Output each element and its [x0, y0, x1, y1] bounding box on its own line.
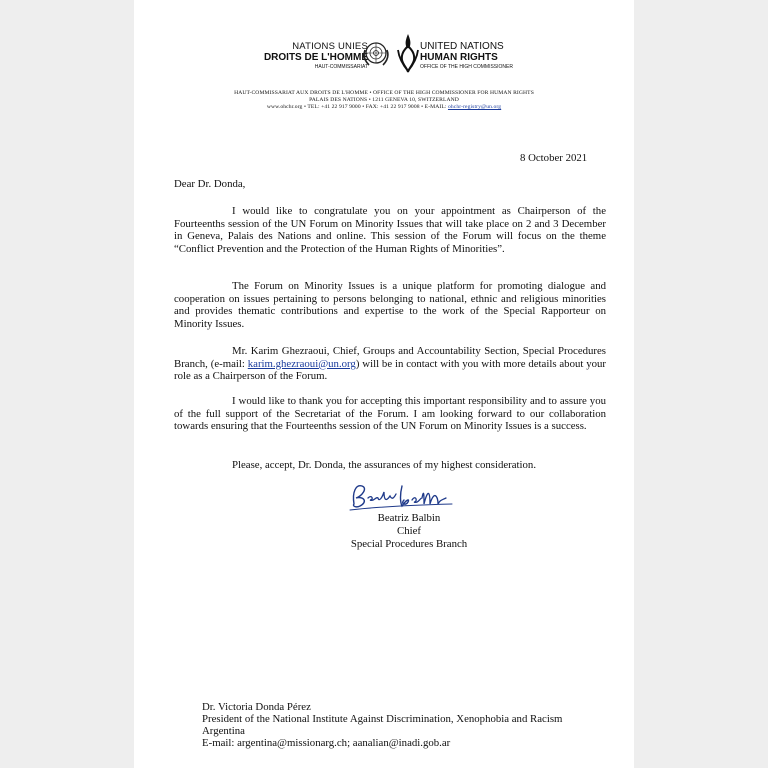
- letter-date: 8 October 2021: [520, 152, 588, 164]
- paragraph-contact: [174, 345, 606, 383]
- letterhead-left-line1: NATIONS UNIES: [292, 41, 368, 52]
- letterhead-right-line2: HUMAN RIGHTS: [420, 52, 498, 63]
- signer-name: Beatriz Balbin: [377, 512, 441, 524]
- letterhead-address-line3: [174, 104, 594, 111]
- recipient-position: President of the National Institute Against Discrimination, Xenophobia and Racism: [202, 713, 563, 725]
- paragraph-congratulations: I would like to congratulate you on your appointment as Chairperson of the Fourteenths session of the UN Forum on Minority Issues that will take place on 2 and 3 December in Geneva, Palais des Nations and online. This session of the Forum will focus on the theme “Conflict Prevention and the Protection of the Human Rights of Minorities”.: [174, 205, 606, 255]
- letterhead-right-line3: OFFICE OF THE HIGH COMMISSIONER: [420, 64, 513, 70]
- letterhead-left-line3: HAUT-COMMISSARIAT: [314, 63, 368, 70]
- letterhead-right-logo: [420, 42, 530, 70]
- letterhead-address-line1: HAUT-COMMISSARIAT AUX DROITS DE L'HOMME • OFFICE OF THE HIGH COMMISSIONER FOR HUMAN RIGHTS: [234, 90, 534, 96]
- handwritten-signature: [346, 478, 456, 512]
- letterhead-right-line1: UNITED NATIONS: [420, 41, 504, 52]
- letterhead-address-line2: PALAIS DES NATIONS • 1211 GENEVA 10, SWITZERLAND: [309, 97, 459, 103]
- recipient-email: E-mail: argentina@missionarg.ch; aanalian@inadi.gob.ar: [202, 737, 451, 749]
- letterhead-left-logo: [262, 42, 368, 70]
- paragraph-forum-description: The Forum on Minority Issues is a unique platform for promoting dialogue and cooperation on issues pertaining to persons belonging to national, ethnic and religious minorities and provides thematic contributions and expertise to the work of the Special Rapporteur on Minority Issues.: [174, 280, 606, 330]
- letterhead-contact-text: www.ohchr.org • TEL: +41 22 917 9000 • FAX: +41 22 917 9008 • E-MAIL:: [266, 104, 448, 110]
- paragraph-contact-text-before: Mr. Karim Ghezraoui, Chief, Groups and Accountability Section, Special Procedures Branch, (e-mail:: [174, 345, 606, 370]
- recipient-name: Dr. Victoria Donda Pérez: [202, 701, 311, 713]
- signer-unit: Special Procedures Branch: [350, 538, 468, 550]
- contact-email-link[interactable]: karim.ghezraoui@un.org: [247, 357, 356, 370]
- human-rights-emblem-icon: [395, 32, 421, 74]
- recipient-country: Argentina: [202, 725, 245, 737]
- closing-line: Please, accept, Dr. Donda, the assurances of my highest consideration.: [232, 459, 537, 471]
- letter-page: [134, 0, 634, 768]
- paragraph-contact-text-after: ) will be in contact with you with more details about your role as a Chairperson of the Forum.: [174, 357, 607, 383]
- paragraph-thanks: I would like to thank you for accepting this important responsibility and to assure you of the full support of the Secretariat of the Forum. I am looking forward to our collaboration towards ensuring that the Fourteenths session of the UN Forum on Minority Issues is a success.: [174, 395, 606, 433]
- signer-title: Chief: [397, 525, 421, 537]
- un-emblem-icon: [361, 38, 391, 68]
- letterhead-email-link[interactable]: ohchr-registry@un.org: [448, 104, 502, 110]
- letterhead-left-line2: DROITS DE L'HOMME: [263, 51, 368, 63]
- salutation: Dear Dr. Donda,: [174, 178, 246, 190]
